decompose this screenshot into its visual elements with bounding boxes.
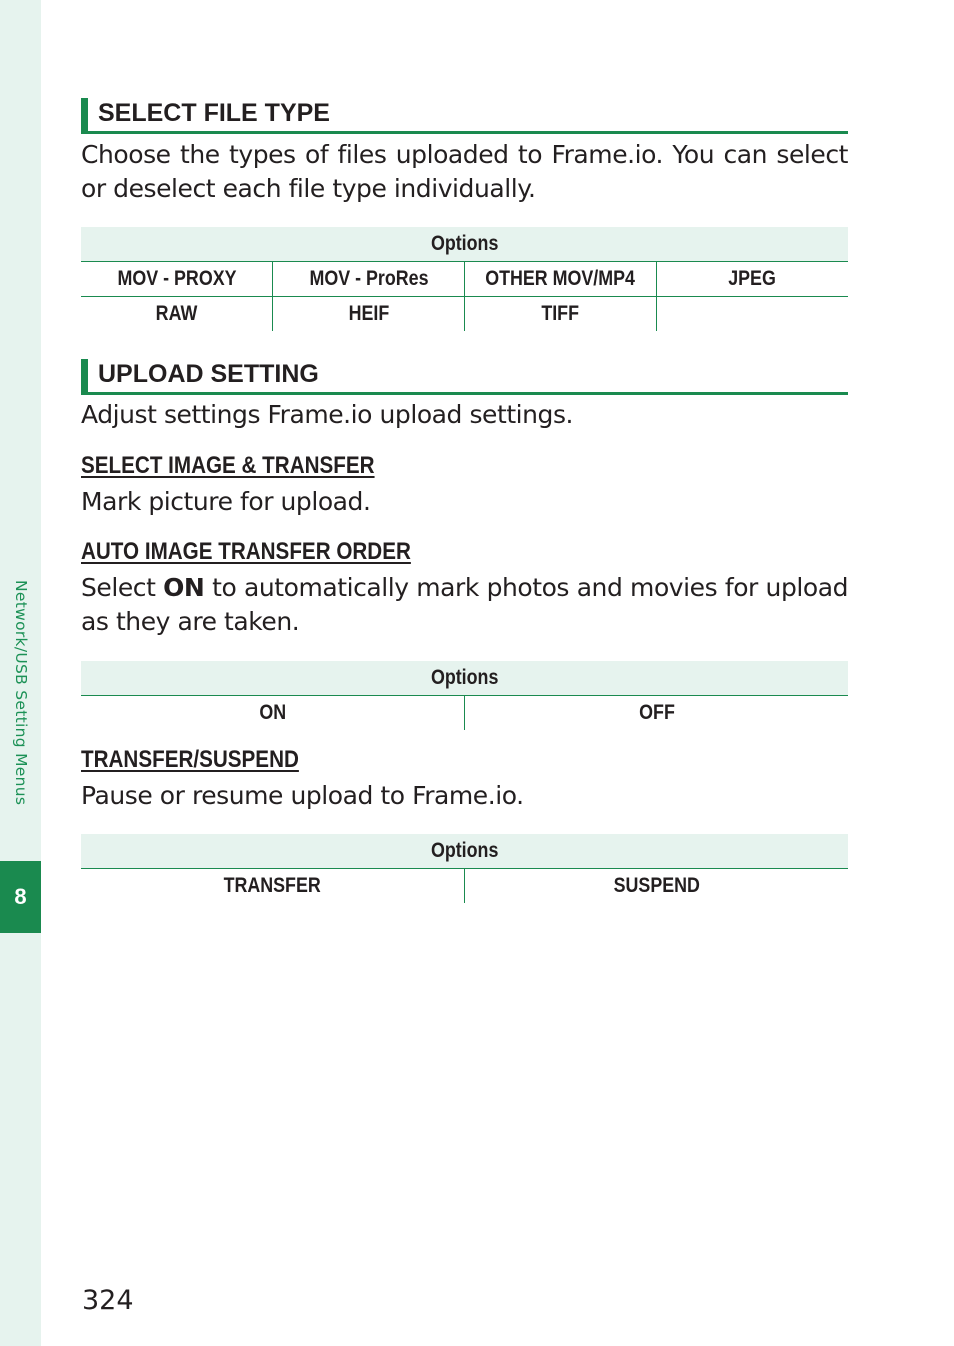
- upload-setting-description: Adjust settings Frame.io upload settings.: [81, 400, 574, 429]
- chapter-title: Network/USB Setting Menus: [12, 580, 30, 806]
- option-other-mov-mp4: OTHER MOV/MP4: [465, 262, 657, 297]
- option-suspend: SUSPEND: [465, 869, 849, 904]
- select-image-transfer-heading: SELECT IMAGE & TRANSFER: [81, 452, 375, 479]
- select-image-transfer-description: Mark picture for upload.: [81, 487, 371, 516]
- option-jpeg: JPEG: [656, 262, 848, 297]
- option-heif: HEIF: [273, 297, 465, 332]
- option-transfer: TRANSFER: [223, 874, 322, 897]
- transfer-suspend-options-table: [81, 834, 848, 903]
- option-tiff: TIFF: [465, 297, 657, 332]
- auto-image-transfer-order-description: Select ON to automatically mark photos and movies for upload as they are taken.: [81, 573, 848, 636]
- select-file-type-options-table: [81, 227, 848, 331]
- option-raw: RAW: [155, 302, 198, 325]
- select-file-type-heading: SELECT FILE TYPE: [81, 98, 848, 134]
- auto-image-transfer-order-heading: AUTO IMAGE TRANSFER ORDER: [81, 538, 411, 565]
- select-file-type-description: Choose the types of files uploaded to Frame.io. You can select or deselect each file type individually.: [81, 140, 848, 203]
- auto-transfer-options-table: [81, 661, 848, 730]
- option-on: ON: [259, 701, 286, 724]
- page-number: 324: [82, 1285, 134, 1316]
- option-off: OFF: [465, 696, 849, 731]
- options-header: Options: [81, 834, 848, 869]
- option-mov-proxy: MOV - PROXY: [81, 262, 273, 297]
- transfer-suspend-heading: TRANSFER/SUSPEND: [81, 746, 299, 773]
- option-mov-prores: MOV - ProRes: [273, 262, 465, 297]
- options-header: Options: [81, 227, 848, 262]
- option-empty: [656, 297, 848, 332]
- chapter-number-tab: 8: [0, 861, 41, 933]
- upload-setting-heading: UPLOAD SETTING: [81, 359, 848, 395]
- on-keyword: ON: [163, 573, 205, 602]
- transfer-suspend-description: Pause or resume upload to Frame.io.: [81, 781, 524, 810]
- options-header: Options: [81, 661, 848, 696]
